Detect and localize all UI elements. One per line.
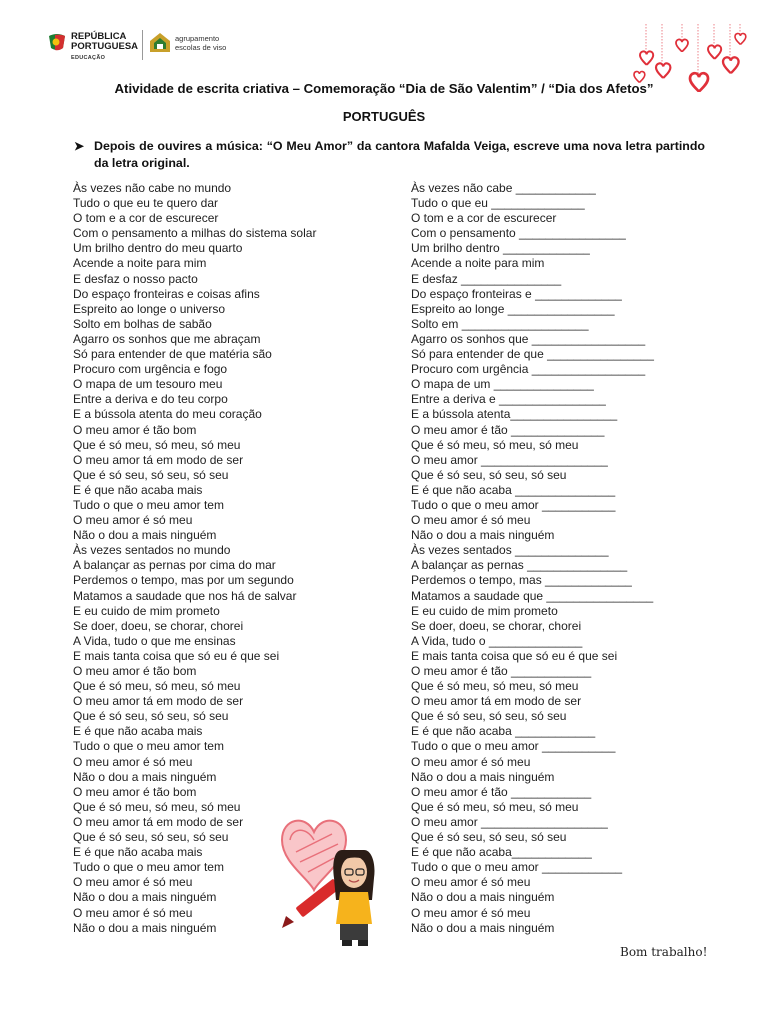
girl-figure-icon (333, 850, 374, 946)
original-lyric-line: O tom e a cor de escurecer (73, 211, 219, 226)
original-lyric-line: E é que não acaba mais (73, 482, 203, 497)
original-lyric-line: Espreito ao longe o universo (73, 301, 226, 316)
logo-text-agrupamento: agrupamento (175, 34, 220, 43)
republica-portuguesa-logo (47, 30, 139, 66)
fill-in-lyric-line: Se doer, doeu, se chorar, chorei (411, 618, 582, 633)
fill-in-lyric-line: Às vezes não cabe ____________ (411, 181, 596, 195)
original-lyric-line: E eu cuido de mim prometo (73, 603, 220, 618)
original-lyric-line: Que é só meu, só meu, só meu (73, 437, 241, 452)
logo-text-escolas: escolas de viso (175, 43, 227, 52)
fill-in-lyric-line: Não o dou a mais ninguém (411, 890, 555, 905)
fill-in-lyric-line: A Vida, tudo o ______________ (411, 633, 583, 648)
original-lyric-line: Matamos a saudade que nos há de salvar (73, 588, 297, 603)
original-lyric-line: E é que não acaba mais (73, 724, 203, 739)
fill-in-lyric-line: O meu amor é tão ______________ (411, 422, 605, 437)
original-lyric-line: O meu amor tá em modo de ser (73, 814, 244, 829)
fill-in-lyric-line: O meu amor ___________________ (411, 814, 608, 829)
original-lyric-line: Entre a deriva e do teu corpo (73, 392, 228, 407)
fill-in-lyric-line: O tom e a cor de escurecer (411, 211, 557, 226)
subject-heading: PORTUGUÊS (342, 109, 426, 124)
fill-in-lyric-line: Um brilho dentro _____________ (411, 241, 590, 256)
original-lyric-line: Não o dou a mais ninguém (73, 920, 217, 935)
original-lyric-line: Que é só seu, só seu, só seu (73, 830, 229, 845)
original-lyric-line: A Vida, tudo o que me ensinas (73, 633, 236, 648)
fill-in-lyric-line: Que é só seu, só seu, só seu (411, 709, 567, 724)
fill-in-lyric-line: O meu amor é só meu (411, 754, 531, 769)
original-lyric-line: A balançar as pernas por cima do mar (73, 558, 276, 573)
fill-in-lyric-line: O meu amor é só meu (411, 875, 531, 890)
fill-in-lyric-line: Matamos a saudade que ________________ (411, 588, 654, 603)
fill-in-lyric-line: O meu amor é só meu (411, 905, 531, 920)
original-lyric-line: Não o dou a mais ninguém (73, 890, 217, 905)
fill-in-lyric-line: Que é só meu, só meu, só meu (411, 799, 579, 814)
original-lyric-line: Tudo o que o meu amor tem (73, 860, 224, 875)
fill-in-lyric-line: Não o dou a mais ninguém (411, 920, 555, 935)
fill-in-lyric-line: Tudo o que o meu amor ___________ (411, 739, 616, 754)
fill-in-lyric-line: Acende a noite para mim (411, 256, 545, 271)
girl-with-crayon-illustration (272, 800, 392, 948)
fill-in-lyric-line: Solto em ___________________ (411, 316, 589, 331)
fill-in-lyric-line: Que é só seu, só seu, só seu (411, 467, 567, 482)
fill-in-lyric-line: Com o pensamento ________________ (411, 226, 626, 241)
original-lyric-line: Não o dou a mais ninguém (73, 528, 217, 543)
original-lyric-line: O meu amor é tão bom (73, 422, 197, 437)
fill-in-lyric-line: Que é só meu, só meu, só meu (411, 679, 579, 694)
fill-in-lyric-line: E desfaz _______________ (411, 271, 562, 286)
original-lyric-line: E mais tanta coisa que só eu é que sei (73, 648, 280, 663)
original-lyric-line: Se doer, doeu, se chorar, chorei (73, 618, 244, 633)
fill-in-lyric-line: E a bússola atenta________________ (411, 407, 618, 422)
original-lyric-line: E a bússola atenta do meu coração (73, 407, 262, 422)
fill-in-lyric-line: O meu amor tá em modo de ser (411, 694, 582, 709)
original-lyric-line: O meu amor é só meu (73, 754, 193, 769)
fill-in-lyric-line: O meu amor ___________________ (411, 452, 608, 467)
activity-title: Atividade de escrita criativa – Comemoração “Dia de São Valentim” / “Dia dos Afetos” (114, 81, 654, 96)
fill-in-lyric-line: Entre a deriva e ________________ (411, 392, 606, 407)
original-lyric-line: Com o pensamento a milhas do sistema solar (73, 226, 317, 241)
original-lyric-line: O mapa de um tesouro meu (73, 377, 223, 392)
original-lyric-line: Tudo o que eu te quero dar (73, 196, 218, 211)
fill-in-lyric-line: Agarro os sonhos que _________________ (411, 331, 646, 346)
original-lyric-line: E desfaz o nosso pacto (73, 271, 198, 286)
instruction-body: Depois de ouvires a música: “O Meu Amor” da cantora Mafalda Veiga, escreve uma nova letra partindo da letra original. (94, 139, 705, 170)
fill-in-lyric-line: Só para entender de que ________________ (411, 347, 654, 362)
original-lyric-line: Que é só meu, só meu, só meu (73, 799, 241, 814)
school-house-icon (149, 31, 171, 53)
fill-in-lyric-line: A balançar as pernas _______________ (411, 558, 628, 573)
original-lyric-line: O meu amor é só meu (73, 905, 193, 920)
original-lyric-line: Acende a noite para mim (73, 256, 207, 271)
original-lyric-line: Tudo o que o meu amor tem (73, 739, 224, 754)
original-lyric-line: Não o dou a mais ninguém (73, 769, 217, 784)
original-lyric-line: Do espaço fronteiras e coisas afins (73, 286, 260, 301)
instruction-text (74, 138, 705, 172)
fill-in-lyric-line: Às vezes sentados ______________ (411, 543, 609, 558)
original-lyric-line: Que é só seu, só seu, só seu (73, 467, 229, 482)
fill-in-lyric-line: Procuro com urgência _________________ (411, 362, 646, 377)
fill-in-lyrics-column (411, 181, 654, 936)
original-lyric-line: Tudo o que o meu amor tem (73, 497, 224, 512)
original-lyric-line: O meu amor é tão bom (73, 664, 197, 678)
fill-in-lyric-line: E eu cuido de mim prometo (411, 603, 558, 618)
logo-text-republica: REPÚBLICA (71, 31, 127, 42)
original-lyric-line: Agarro os sonhos que me abraçam (73, 331, 261, 346)
original-lyric-line: E é que não acaba mais (73, 845, 203, 860)
fill-in-lyric-line: Que é só meu, só meu, só meu (411, 437, 579, 452)
fill-in-lyric-line: Do espaço fronteiras e _____________ (411, 286, 622, 301)
fill-in-lyric-line: Espreito ao longe ________________ (411, 301, 615, 316)
fill-in-lyric-line: Perdemos o tempo, mas _____________ (411, 573, 632, 588)
original-lyric-line: O meu amor tá em modo de ser (73, 452, 244, 467)
fill-in-lyric-line: E é que não acaba _______________ (411, 482, 616, 497)
original-lyric-line: Às vezes não cabe no mundo (73, 181, 232, 195)
fill-in-lyric-line: O meu amor é tão ____________ (411, 784, 592, 799)
original-lyric-line: O meu amor tá em modo de ser (73, 694, 244, 709)
fill-in-lyric-line: E é que não acaba ____________ (411, 724, 596, 739)
original-lyric-line: O meu amor é só meu (73, 875, 193, 890)
signoff-text: Bom trabalho! (620, 945, 708, 959)
republica-emblem-icon (47, 32, 67, 52)
fill-in-lyric-line: Não o dou a mais ninguém (411, 769, 555, 784)
logo-divider (142, 30, 143, 60)
fill-in-lyric-line: Não o dou a mais ninguém (411, 528, 555, 543)
agrupamento-logo (149, 31, 249, 59)
fill-in-lyric-line: Tudo o que o meu amor ___________ (411, 497, 616, 512)
fill-in-lyric-line: E é que não acaba____________ (411, 845, 592, 860)
original-lyric-line: Um brilho dentro do meu quarto (73, 241, 243, 256)
fill-in-lyric-line: O mapa de um _______________ (411, 377, 594, 392)
original-lyric-line: O meu amor é tão bom (73, 784, 197, 799)
fill-in-lyric-line: Tudo o que o meu amor ____________ (411, 860, 623, 875)
original-lyric-line: Que é só seu, só seu, só seu (73, 709, 229, 724)
original-lyric-line: O meu amor é só meu (73, 513, 193, 528)
logo-text-educacao: EDUCAÇÃO (71, 55, 106, 61)
fill-in-lyric-line: O meu amor é tão ____________ (411, 664, 592, 678)
original-lyric-line: Que é só meu, só meu, só meu (73, 679, 241, 694)
fill-in-lyric-line: O meu amor é só meu (411, 513, 531, 528)
original-lyric-line: Perdemos o tempo, mas por um segundo (73, 573, 294, 588)
bullet-arrow-icon: ➤ (74, 139, 85, 153)
original-lyric-line: Às vezes sentados no mundo (73, 543, 231, 558)
original-lyric-line: Procuro com urgência e fogo (73, 362, 228, 377)
fill-in-lyric-line: E mais tanta coisa que só eu é que sei (411, 648, 618, 663)
fill-in-lyric-line: Que é só seu, só seu, só seu (411, 830, 567, 845)
original-lyric-line: Solto em bolhas de sabão (73, 316, 212, 331)
fill-in-lyric-line: Tudo o que eu ______________ (411, 196, 585, 211)
logo-text-portuguesa: PORTUGUESA (71, 41, 139, 52)
original-lyric-line: Só para entender de que matéria são (73, 347, 272, 362)
